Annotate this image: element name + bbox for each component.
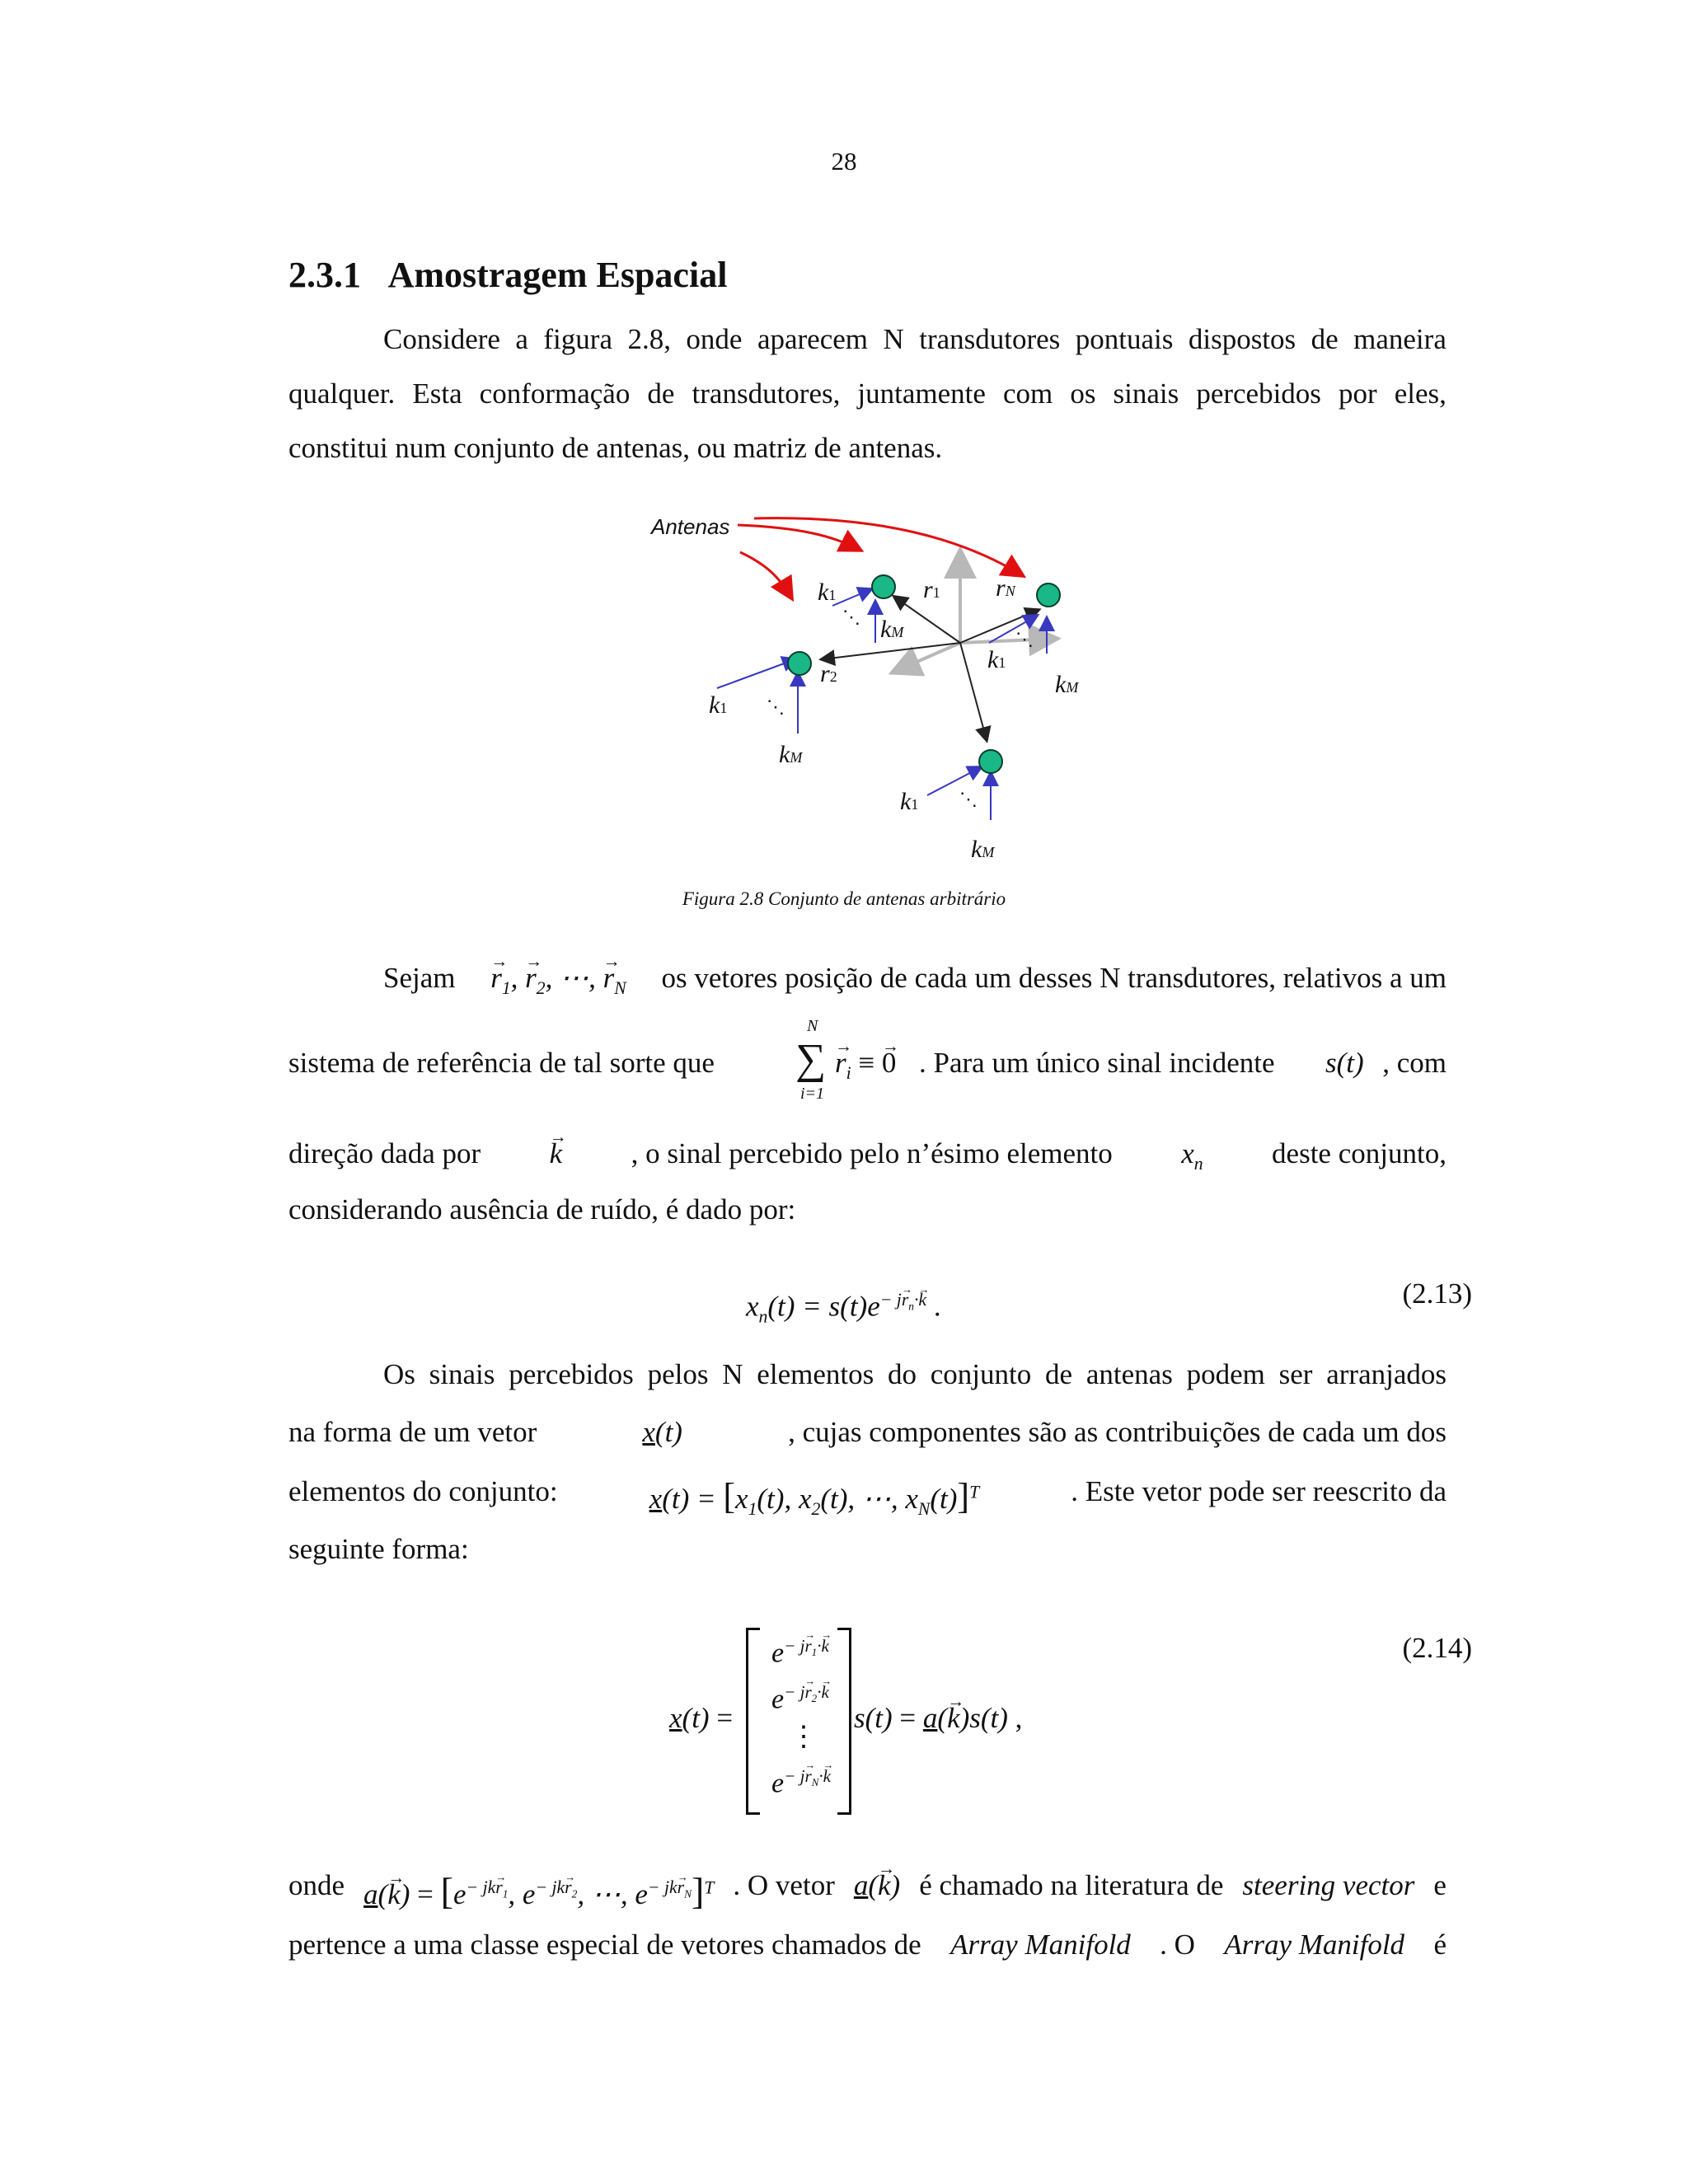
p4-l2-c: . O bbox=[1160, 1929, 1195, 1961]
p2-l2-b: . Para um único sinal incidente bbox=[919, 1047, 1275, 1079]
math-a-k: a(→ k) bbox=[854, 1869, 900, 1913]
p3-l3-a: elementos do conjunto: bbox=[288, 1475, 558, 1507]
p2-l3-c: deste conjunto, bbox=[1272, 1137, 1447, 1169]
word: Esta bbox=[412, 377, 462, 410]
p2-l2-c: , com bbox=[1382, 1047, 1447, 1079]
word: os bbox=[1070, 377, 1096, 410]
p2-l3-b: , o sinal percebido pelo n’ésimo elemento bbox=[631, 1137, 1113, 1169]
word: juntamente bbox=[857, 377, 986, 410]
antenna-node-1 bbox=[872, 575, 895, 598]
p3-line-3 bbox=[288, 1475, 1447, 1520]
label-kM-a: kM bbox=[880, 616, 904, 643]
p2-l3-a: direção dada por bbox=[288, 1137, 481, 1169]
figure-labels bbox=[709, 574, 1079, 863]
intro-line-3: constitui num conjunto de antenas, ou matriz de antenas. bbox=[288, 432, 943, 464]
antenna-node-3 bbox=[979, 750, 1002, 773]
label-r2: r2 bbox=[820, 660, 837, 687]
dots-b: ⋱ bbox=[1015, 629, 1034, 649]
term-array-manifold-1: Array Manifold bbox=[950, 1929, 1131, 1961]
word: Considere bbox=[383, 323, 500, 355]
math-x-t: x(t) bbox=[642, 1416, 682, 1448]
word: por bbox=[1338, 377, 1377, 410]
word: maneira bbox=[1353, 323, 1447, 355]
intro-line-1 bbox=[383, 323, 1447, 356]
math-a-k-def: $a(\to k) = [e^{- jk\to r_1}$, $e^{- jk\to r_2}$, ⋯, $e^{- jk\to r_N}]^T$ bbox=[363, 1869, 714, 1913]
word: de bbox=[1311, 323, 1339, 355]
word: sinais bbox=[1113, 377, 1179, 410]
p4-line-1 bbox=[288, 1869, 1447, 1913]
math-sum-ri-zero: N ∑ i=1 → $r_i$ ≡ → 0 bbox=[795, 1022, 903, 1096]
word: 2.8, bbox=[627, 323, 671, 355]
math-k: → k bbox=[550, 1137, 563, 1174]
matrix-row-2: $e^{- j\to r_2\cdot\to k}$ bbox=[771, 1682, 829, 1715]
reference-axes bbox=[894, 552, 1055, 672]
word: conformação bbox=[479, 377, 631, 410]
antenas-label: Antenas bbox=[651, 514, 730, 539]
label-r1: r1 bbox=[923, 576, 940, 603]
math-r-list: → $r_1$, → $r_2$, ⋯, → $r_N$ bbox=[490, 962, 626, 999]
word: pontuais bbox=[1075, 323, 1174, 355]
p4-l1-a: onde bbox=[288, 1869, 345, 1901]
p3-line-2 bbox=[288, 1416, 1447, 1449]
p3-l3-b: . Este vetor pode ser reescrito da bbox=[1071, 1475, 1447, 1507]
label-k1-a: k1 bbox=[818, 579, 837, 606]
p4-l1-c: é chamado na literatura de bbox=[919, 1869, 1224, 1901]
word: transdutores bbox=[919, 323, 1061, 355]
word: N bbox=[883, 323, 904, 355]
matrix-row-1: $e^{- j\to r_1\cdot\to k}$ bbox=[771, 1636, 829, 1669]
label-k1-b: k1 bbox=[987, 646, 1006, 673]
word: aparecem bbox=[757, 323, 868, 355]
dots-a: ⋱ bbox=[842, 607, 860, 627]
label-k1-c: k1 bbox=[709, 691, 728, 719]
matrix-row-n: $e^{- j\to r_N\cdot\to k}$ bbox=[771, 1766, 831, 1799]
label-kM-b: kM bbox=[1055, 671, 1079, 698]
p3-line-4: seguinte forma: bbox=[288, 1533, 469, 1565]
p2-l2-a: sistema de referência de tal sorte que bbox=[288, 1047, 715, 1079]
p2-line-2 bbox=[288, 1017, 1447, 1103]
label-rN: rN bbox=[996, 574, 1015, 602]
section-title bbox=[288, 254, 727, 296]
label-kM-d: kM bbox=[971, 836, 995, 863]
equation-2-14-lhs: x(t) = bbox=[669, 1702, 734, 1734]
word: onde bbox=[686, 323, 743, 355]
term-array-manifold-2: Array Manifold bbox=[1224, 1929, 1405, 1961]
word: transdutores, bbox=[692, 377, 841, 410]
p3-line-1: Os sinais percebidos pelos N elementos do conjunto de antenas podem ser arranjados bbox=[383, 1358, 1447, 1390]
equation-2-14-matrix bbox=[746, 1628, 851, 1815]
antenna-node-2 bbox=[788, 652, 811, 675]
p3-l2-a: na forma de um vetor bbox=[288, 1416, 537, 1448]
p2-l1-a: Sejam bbox=[383, 962, 456, 994]
label-k1-d: k1 bbox=[900, 788, 919, 815]
figure-caption: Figura 2.8 Conjunto de antenas arbitrário bbox=[682, 888, 1006, 909]
p2-l1-b: os vetores posição de cada um desses N transdutores, relativos a um bbox=[661, 962, 1447, 994]
dots-c: ⋱ bbox=[767, 696, 785, 717]
word: eles, bbox=[1394, 377, 1447, 410]
word: de bbox=[647, 377, 675, 410]
p4-l1-e: e bbox=[1433, 1869, 1447, 1901]
math-s-t: s(t) bbox=[1325, 1047, 1364, 1079]
page-number: 28 bbox=[831, 147, 857, 176]
p4-l1-b: . O vetor bbox=[733, 1869, 835, 1901]
dots-d: ⋱ bbox=[959, 789, 978, 809]
p4-l2-a: pertence a uma classe especial de vetores chamados de bbox=[288, 1929, 921, 1961]
matrix-row-dots: ⋮ bbox=[790, 1722, 818, 1752]
label-kM-c: kM bbox=[779, 741, 803, 768]
p2-line-4: considerando ausência de ruído, é dado por: bbox=[288, 1193, 796, 1226]
section-number: 2.3.1 bbox=[288, 255, 361, 295]
math-x-vector-def: $x(t) = [x_1(t)$, $x_2(t)$, ⋯, $x_N(t)]^T$ bbox=[649, 1476, 980, 1519]
p4-line-2 bbox=[288, 1929, 1447, 1961]
p4-l2-e: é bbox=[1433, 1929, 1447, 1961]
word: com bbox=[1003, 377, 1053, 410]
p2-line-3 bbox=[288, 1137, 1447, 1174]
word: a bbox=[515, 323, 528, 355]
word: figura bbox=[543, 323, 612, 355]
equation-2-13: $x_n(t) = s(t)e^{- j\to r_n\cdot\to k}$ . bbox=[746, 1290, 941, 1328]
section-title-text: Amostragem Espacial bbox=[387, 255, 728, 295]
term-steering-vector: steering vector bbox=[1242, 1869, 1415, 1901]
equation-2-14-rhs: s(t) = a(→ k)s(t) , bbox=[854, 1702, 1022, 1735]
antenna-node-n bbox=[1037, 583, 1060, 607]
word: percebidos bbox=[1196, 377, 1321, 410]
p2-line-1 bbox=[383, 962, 1447, 999]
word: dispostos bbox=[1188, 323, 1296, 355]
antenna-array-figure bbox=[635, 507, 1113, 878]
math-xn: $x_n$ bbox=[1181, 1137, 1203, 1174]
equation-number-2-13: (2.13) bbox=[1402, 1277, 1472, 1310]
p3-l2-b: , cujas componentes são as contribuições de cada um dos bbox=[788, 1416, 1447, 1448]
equation-number-2-14: (2.14) bbox=[1402, 1632, 1472, 1664]
word: qualquer. bbox=[288, 377, 396, 410]
intro-line-2 bbox=[288, 377, 1447, 410]
